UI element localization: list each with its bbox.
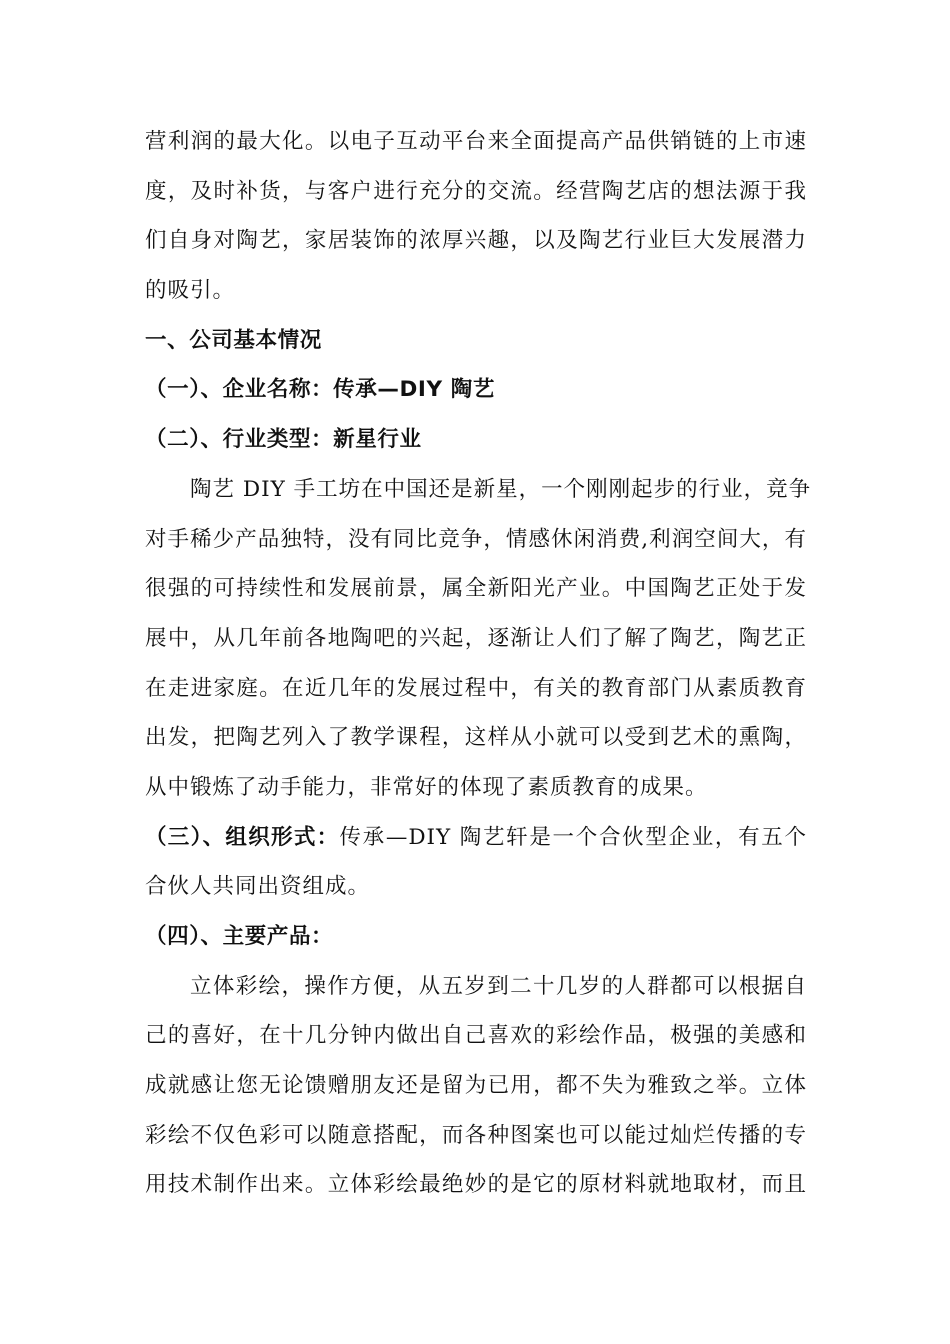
document-page <box>145 117 812 1210</box>
item-company-name: （一）、企业名称：传承—DIY 陶艺 <box>145 377 495 403</box>
paragraph-line: 展中，从几年前各地陶吧的兴起，逐渐让人们了解了陶艺，陶艺正 <box>145 625 807 651</box>
paragraph-line: 陶艺 DIY 手工坊在中国还是新星，一个刚刚起步的行业，竞争 <box>190 476 812 502</box>
paragraph-line: 们自身对陶艺，家居装饰的浓厚兴趣，以及陶艺行业巨大发展潜力 <box>145 228 807 254</box>
paragraph-line: 立体彩绘，操作方便，从五岁到二十几岁的人群都可以根据自 <box>190 973 807 999</box>
item-text: 传承—DIY 陶艺轩是一个合伙型企业，有五个 <box>339 824 808 850</box>
paragraph-line <box>145 813 807 863</box>
paragraph-line: 度，及时补货，与客户进行充分的交流。经营陶艺店的想法源于我 <box>145 178 807 204</box>
product-paragraph <box>145 962 807 1210</box>
paragraph-line: 彩绘不仅色彩可以随意搭配，而各种图案也可以能过灿烂传播的专 <box>145 1122 807 1148</box>
paragraph-line: 出发，把陶艺列入了教学课程，这样从小就可以受到艺术的熏陶， <box>145 725 807 751</box>
item-industry-type: （二）、行业类型：新星行业 <box>145 427 422 453</box>
paragraph-line: 营利润的最大化。以电子互动平台来全面提高产品供销链的上市速 <box>145 129 807 154</box>
paragraph-line: 很强的可持续性和发展前景，属全新阳光产业。中国陶艺正处于发 <box>145 576 807 602</box>
paragraph-line: 的吸引。 <box>145 278 236 304</box>
paragraph-line: 从中锻炼了动手能力，非常好的体现了素质教育的成果。 <box>145 774 708 800</box>
industry-paragraph <box>145 465 812 813</box>
section-heading: 一、公司基本情况 <box>145 327 322 353</box>
paragraph-line: 在走进家庭。在近几年的发展过程中，有关的教育部门从素质教育 <box>145 675 807 701</box>
paragraph-line: 对手稀少产品独特，没有同比竞争，情感休闲消费,利润空间大，有 <box>145 526 807 552</box>
paragraph-line: 成就感让您无论馈赠朋友还是留为已用，都不失为雅致之举。立体 <box>145 1073 807 1099</box>
item-label: （三）、组织形式： <box>145 824 340 850</box>
paragraph-line: 己的喜好，在十几分钟内做出自己喜欢的彩绘作品，极强的美感和 <box>145 1023 807 1049</box>
item-main-products: （四）、主要产品： <box>145 924 334 949</box>
paragraph-line: 合伙人共同出资组成。 <box>145 874 371 900</box>
intro-paragraph <box>145 117 807 316</box>
item-organization-form <box>145 813 807 912</box>
paragraph-line: 用技术制作出来。立体彩绘最绝妙的是它的原材料就地取材，而且 <box>145 1172 807 1198</box>
